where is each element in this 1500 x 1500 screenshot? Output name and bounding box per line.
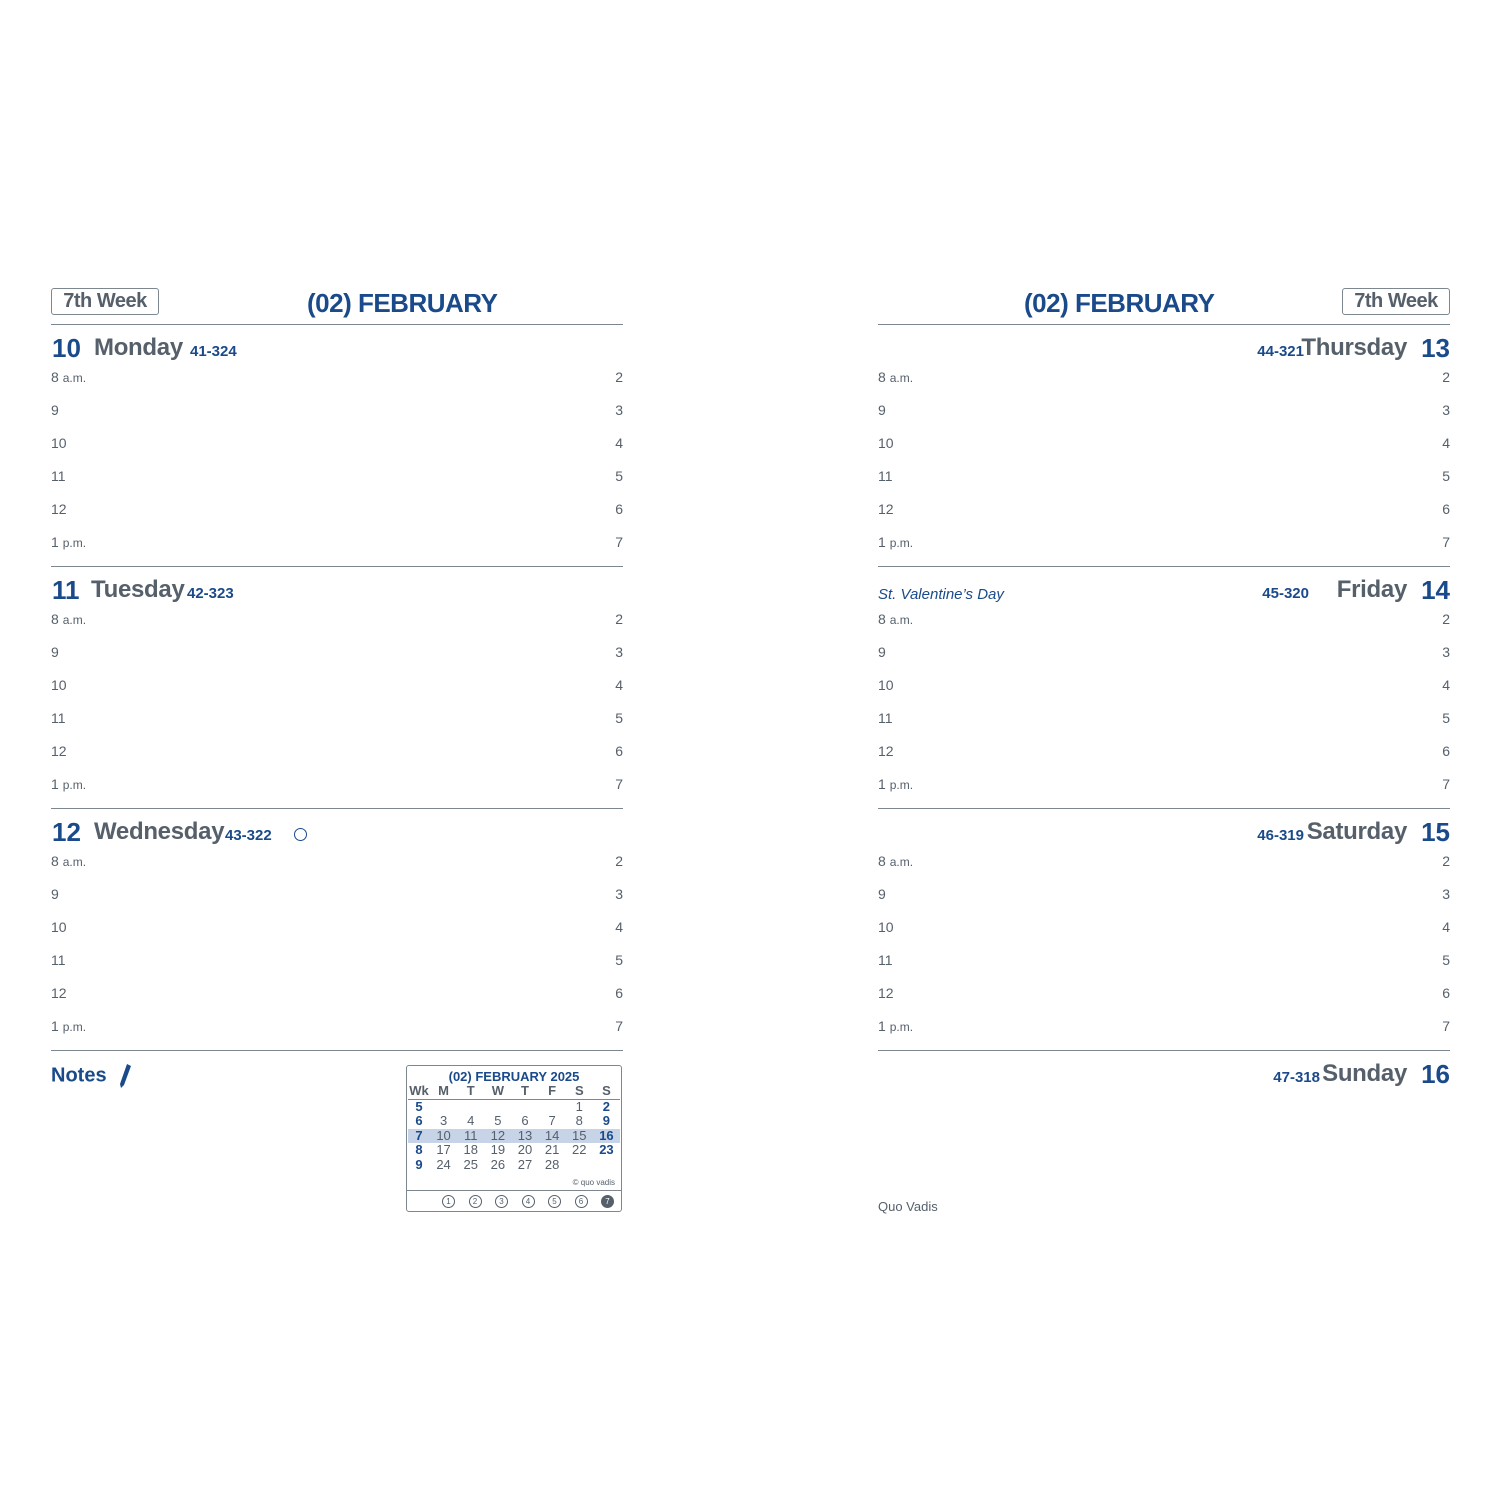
date-cell: 26 bbox=[490, 1156, 506, 1172]
mini-calendar-week-row bbox=[408, 1143, 620, 1158]
day-saturday bbox=[878, 809, 1450, 1051]
week-number: 7 bbox=[408, 1129, 430, 1144]
day-number: 16 bbox=[1421, 1059, 1450, 1089]
day-name: Saturday bbox=[1306, 818, 1407, 845]
weekday-header: T bbox=[457, 1084, 484, 1099]
time-slot-row[interactable] bbox=[51, 743, 623, 776]
date-cell: 4 bbox=[467, 1113, 475, 1129]
date-cell: 10 bbox=[430, 1129, 457, 1144]
day-monday bbox=[51, 325, 623, 567]
hour-label bbox=[878, 710, 893, 726]
right-page bbox=[878, 280, 1450, 1221]
month-title: (02) FEBRUARY bbox=[307, 288, 498, 318]
hour-label bbox=[878, 402, 886, 418]
hour-number: 11 bbox=[51, 710, 66, 726]
date-cell: 18 bbox=[463, 1142, 478, 1158]
afternoon-hour-label: 6 bbox=[1442, 501, 1450, 517]
date-cell: 22 bbox=[572, 1142, 587, 1158]
weekday-marker: 1 bbox=[442, 1195, 455, 1208]
afternoon-hour-label: 3 bbox=[615, 644, 623, 660]
afternoon-hour-label: 7 bbox=[1442, 776, 1450, 792]
afternoon-hour-label: 3 bbox=[615, 886, 623, 902]
date-cell: 9 bbox=[602, 1113, 611, 1129]
time-slot-row[interactable] bbox=[878, 677, 1450, 710]
time-slot-row[interactable] bbox=[51, 886, 623, 919]
hour-number: 8 bbox=[51, 611, 59, 627]
afternoon-hour-label: 7 bbox=[615, 1018, 623, 1034]
date-cell: 25 bbox=[463, 1156, 478, 1172]
meridiem-label: a.m. bbox=[62, 855, 87, 869]
mini-calendar-week-row bbox=[408, 1158, 620, 1173]
hour-number: 10 bbox=[878, 677, 894, 693]
meridiem-label: a.m. bbox=[889, 855, 914, 869]
afternoon-hour-label: 5 bbox=[1442, 952, 1450, 968]
date-cell: 8 bbox=[575, 1113, 583, 1129]
hour-label bbox=[51, 952, 66, 968]
hour-label bbox=[51, 644, 59, 660]
time-slot-row[interactable] bbox=[878, 776, 1450, 809]
hour-label bbox=[51, 919, 67, 935]
hour-label bbox=[878, 853, 913, 869]
mini-calendar-body bbox=[408, 1099, 620, 1172]
meridiem-label: p.m. bbox=[62, 1020, 87, 1034]
time-slot-row[interactable] bbox=[878, 1018, 1450, 1051]
day-wednesday bbox=[51, 809, 623, 1051]
time-slot-row[interactable] bbox=[878, 743, 1450, 776]
date-cell: 6 bbox=[521, 1113, 529, 1129]
time-slot-row[interactable] bbox=[878, 952, 1450, 985]
hour-label bbox=[51, 743, 67, 759]
date-cell bbox=[593, 1158, 620, 1173]
weekday-marker: 2 bbox=[469, 1195, 482, 1208]
hour-label bbox=[878, 919, 894, 935]
hour-label bbox=[51, 468, 66, 484]
weekday-header: W bbox=[484, 1084, 511, 1099]
time-slot-row[interactable] bbox=[51, 853, 623, 886]
day-name: Thursday bbox=[1301, 334, 1407, 361]
hour-label bbox=[878, 952, 893, 968]
hour-number: 10 bbox=[878, 435, 894, 451]
mini-calendar bbox=[406, 1065, 622, 1212]
weekday-header: T bbox=[511, 1084, 538, 1099]
hour-label bbox=[51, 1018, 86, 1034]
time-slot-row[interactable] bbox=[878, 644, 1450, 677]
afternoon-hour-label: 4 bbox=[615, 919, 623, 935]
time-slot-row[interactable] bbox=[878, 402, 1450, 435]
hour-label bbox=[51, 776, 86, 792]
date-cell: 19 bbox=[490, 1142, 506, 1158]
hour-number: 11 bbox=[878, 710, 893, 726]
date-cell: 3 bbox=[439, 1113, 448, 1129]
day-heading bbox=[878, 1057, 1450, 1093]
day-heading bbox=[51, 573, 623, 609]
hour-label bbox=[51, 853, 86, 869]
day-number: 11 bbox=[52, 575, 80, 605]
time-slot-row[interactable] bbox=[878, 369, 1450, 402]
hour-number: 9 bbox=[878, 402, 886, 418]
time-slot-row[interactable] bbox=[51, 468, 623, 501]
afternoon-hour-label: 6 bbox=[1442, 985, 1450, 1001]
time-slot-row[interactable] bbox=[878, 468, 1450, 501]
hour-label bbox=[51, 435, 67, 451]
day-code: 42-323 bbox=[187, 585, 234, 602]
hour-label bbox=[878, 985, 894, 1001]
day-heading bbox=[51, 815, 623, 851]
date-cell: 23 bbox=[599, 1142, 614, 1158]
afternoon-hour-label: 7 bbox=[1442, 1018, 1450, 1034]
day-number: 12 bbox=[52, 817, 81, 847]
date-cell: 5 bbox=[494, 1113, 502, 1129]
afternoon-hour-label: 6 bbox=[615, 501, 623, 517]
hour-number: 8 bbox=[878, 369, 886, 385]
afternoon-hour-label: 5 bbox=[615, 710, 623, 726]
time-slot-row[interactable] bbox=[51, 534, 623, 567]
hour-number: 8 bbox=[51, 369, 59, 385]
hour-label bbox=[878, 468, 893, 484]
afternoon-hour-label: 2 bbox=[1442, 611, 1450, 627]
mini-calendar-week-row bbox=[408, 1129, 620, 1144]
hour-label bbox=[51, 369, 86, 385]
hour-label bbox=[878, 1018, 913, 1034]
time-slot-row[interactable] bbox=[878, 501, 1450, 534]
date-cell: 21 bbox=[544, 1142, 560, 1158]
hour-number: 9 bbox=[878, 886, 886, 902]
day-code: 41-324 bbox=[190, 343, 237, 360]
meridiem-label: p.m. bbox=[62, 536, 87, 550]
afternoon-hour-label: 7 bbox=[615, 776, 623, 792]
afternoon-hour-label: 4 bbox=[1442, 677, 1450, 693]
time-slot-row[interactable] bbox=[51, 985, 623, 1018]
time-slot-row[interactable] bbox=[878, 886, 1450, 919]
hour-number: 1 bbox=[51, 1018, 59, 1034]
day-name: Wednesday bbox=[94, 818, 225, 845]
date-cell: 16 bbox=[593, 1129, 620, 1144]
left-page bbox=[51, 280, 623, 1221]
date-cell: 13 bbox=[511, 1129, 538, 1144]
meridiem-label: a.m. bbox=[62, 613, 87, 627]
time-slot-row[interactable] bbox=[51, 952, 623, 985]
hour-number: 11 bbox=[878, 952, 893, 968]
pencil-icon bbox=[118, 1063, 132, 1089]
hour-number: 11 bbox=[878, 468, 893, 484]
week-number: 5 bbox=[415, 1098, 423, 1114]
date-cell bbox=[430, 1099, 457, 1114]
meridiem-label: p.m. bbox=[889, 1020, 914, 1034]
copyright-text: © quo vadis bbox=[572, 1178, 615, 1187]
hour-label bbox=[51, 710, 66, 726]
meridiem-label: p.m. bbox=[889, 536, 914, 550]
hour-number: 8 bbox=[878, 611, 886, 627]
afternoon-hour-label: 2 bbox=[615, 853, 623, 869]
hour-number: 12 bbox=[51, 501, 67, 517]
hour-label bbox=[878, 369, 913, 385]
time-slot-row[interactable] bbox=[878, 919, 1450, 952]
hour-number: 12 bbox=[878, 501, 894, 517]
time-slot-row[interactable] bbox=[51, 402, 623, 435]
afternoon-hour-label: 4 bbox=[615, 677, 623, 693]
hour-label bbox=[878, 776, 913, 792]
mini-calendar-title: (02) FEBRUARY 2025 bbox=[448, 1069, 580, 1084]
day-name: Sunday bbox=[1322, 1060, 1407, 1087]
time-slot-row[interactable] bbox=[878, 534, 1450, 567]
afternoon-hour-label: 4 bbox=[1442, 919, 1450, 935]
weekday-marker: 5 bbox=[548, 1195, 561, 1208]
date-cell: 1 bbox=[575, 1098, 583, 1114]
day-code: 44-321 bbox=[1257, 343, 1304, 360]
day-thursday bbox=[878, 325, 1450, 567]
hour-number: 9 bbox=[51, 886, 59, 902]
hour-number: 11 bbox=[51, 952, 66, 968]
month-title: (02) FEBRUARY bbox=[1024, 288, 1215, 318]
date-cell bbox=[566, 1158, 593, 1173]
date-cell: 2 bbox=[602, 1098, 611, 1114]
hour-number: 9 bbox=[878, 644, 886, 660]
afternoon-hour-label: 6 bbox=[1442, 743, 1450, 759]
day-heading bbox=[51, 331, 623, 367]
afternoon-hour-label: 2 bbox=[615, 369, 623, 385]
left-page-header bbox=[51, 280, 623, 325]
holiday-label: St. Valentine’s Day bbox=[878, 586, 1004, 603]
hour-number: 8 bbox=[878, 853, 886, 869]
date-cell: 7 bbox=[548, 1113, 556, 1129]
day-tuesday bbox=[51, 567, 623, 809]
time-slot-row[interactable] bbox=[51, 369, 623, 402]
mini-calendar-grid bbox=[408, 1084, 620, 1172]
day-heading bbox=[878, 815, 1450, 851]
hour-label bbox=[878, 677, 894, 693]
time-slot-row[interactable] bbox=[51, 776, 623, 809]
hour-number: 12 bbox=[51, 985, 67, 1001]
date-cell bbox=[511, 1099, 538, 1114]
time-slots bbox=[878, 369, 1450, 567]
date-cell: 17 bbox=[436, 1142, 451, 1158]
time-slot-row[interactable] bbox=[51, 611, 623, 644]
hour-label bbox=[51, 677, 67, 693]
right-page-header bbox=[878, 280, 1450, 325]
weekday-header: F bbox=[539, 1084, 566, 1099]
hour-number: 1 bbox=[878, 1018, 886, 1034]
day-heading bbox=[878, 573, 1450, 609]
time-slots bbox=[51, 369, 623, 567]
afternoon-hour-label: 2 bbox=[615, 611, 623, 627]
date-cell: 27 bbox=[517, 1156, 533, 1172]
hour-label bbox=[878, 501, 894, 517]
week-badge: 7th Week bbox=[51, 288, 159, 315]
time-slots bbox=[878, 853, 1450, 1051]
hour-label bbox=[51, 886, 59, 902]
weekday-marker: 4 bbox=[522, 1195, 535, 1208]
hour-label bbox=[878, 534, 913, 550]
weekday-marker: 6 bbox=[575, 1195, 588, 1208]
hour-label bbox=[51, 402, 59, 418]
day-number: 10 bbox=[52, 333, 81, 363]
notes-label: Notes bbox=[51, 1064, 107, 1087]
day-code: 47-318 bbox=[1273, 1069, 1320, 1086]
time-slot-row[interactable] bbox=[878, 435, 1450, 468]
date-cell bbox=[484, 1099, 511, 1114]
date-cell: 15 bbox=[566, 1129, 593, 1144]
weekday-markers bbox=[407, 1190, 621, 1212]
day-name: Friday bbox=[1336, 576, 1407, 603]
afternoon-hour-label: 3 bbox=[615, 402, 623, 418]
day-number: 14 bbox=[1421, 575, 1450, 605]
time-slot-row[interactable] bbox=[878, 985, 1450, 1018]
weekday-marker: 7 bbox=[601, 1195, 614, 1208]
date-cell: 28 bbox=[544, 1156, 560, 1172]
date-cell: 24 bbox=[436, 1156, 451, 1172]
afternoon-hour-label: 7 bbox=[615, 534, 623, 550]
hour-label bbox=[51, 501, 67, 517]
afternoon-hour-label: 5 bbox=[1442, 710, 1450, 726]
afternoon-hour-label: 6 bbox=[615, 985, 623, 1001]
afternoon-hour-label: 6 bbox=[615, 743, 623, 759]
afternoon-hour-label: 2 bbox=[1442, 853, 1450, 869]
afternoon-hour-label: 5 bbox=[1442, 468, 1450, 484]
day-friday bbox=[878, 567, 1450, 809]
date-cell bbox=[539, 1099, 566, 1114]
hour-number: 10 bbox=[51, 677, 67, 693]
notes-section bbox=[51, 1051, 623, 1221]
date-cell: 20 bbox=[517, 1142, 533, 1158]
day-number: 15 bbox=[1421, 817, 1450, 847]
time-slots bbox=[51, 611, 623, 809]
week-number: 9 bbox=[415, 1156, 423, 1172]
day-number: 13 bbox=[1421, 333, 1450, 363]
time-slots bbox=[878, 611, 1450, 809]
hour-label bbox=[51, 611, 86, 627]
weekday-marker: 3 bbox=[495, 1195, 508, 1208]
time-slot-row[interactable] bbox=[51, 1018, 623, 1051]
hour-label bbox=[51, 534, 86, 550]
hour-number: 10 bbox=[51, 435, 67, 451]
new-moon-icon bbox=[294, 828, 307, 841]
meridiem-label: p.m. bbox=[889, 778, 914, 792]
hour-number: 11 bbox=[51, 468, 66, 484]
day-code: 46-319 bbox=[1257, 827, 1304, 844]
time-slot-row[interactable] bbox=[51, 435, 623, 468]
hour-label bbox=[878, 743, 894, 759]
time-slot-row[interactable] bbox=[51, 919, 623, 952]
hour-number: 12 bbox=[878, 743, 894, 759]
meridiem-label: a.m. bbox=[62, 371, 87, 385]
weekday-header: M bbox=[430, 1084, 457, 1099]
hour-label bbox=[878, 611, 913, 627]
hour-number: 1 bbox=[51, 776, 59, 792]
meridiem-label: a.m. bbox=[889, 371, 914, 385]
weekday-header: S bbox=[566, 1084, 593, 1099]
brand-label: Quo Vadis bbox=[878, 1199, 938, 1214]
time-slot-row[interactable] bbox=[878, 853, 1450, 886]
hour-number: 1 bbox=[878, 776, 886, 792]
time-slots bbox=[51, 853, 623, 1051]
weekday-header: Wk bbox=[409, 1083, 429, 1099]
date-cell: 12 bbox=[484, 1129, 511, 1144]
time-slot-row[interactable] bbox=[878, 710, 1450, 743]
date-cell: 14 bbox=[539, 1129, 566, 1144]
afternoon-hour-label: 5 bbox=[615, 952, 623, 968]
meridiem-label: a.m. bbox=[889, 613, 914, 627]
day-sunday bbox=[878, 1051, 1450, 1221]
time-slot-row[interactable] bbox=[51, 644, 623, 677]
hour-number: 10 bbox=[878, 919, 894, 935]
hour-label bbox=[51, 985, 67, 1001]
day-name: Tuesday bbox=[91, 576, 185, 603]
day-code: 45-320 bbox=[1262, 585, 1309, 602]
hour-number: 12 bbox=[878, 985, 894, 1001]
hour-number: 1 bbox=[51, 534, 59, 550]
hour-number: 10 bbox=[51, 919, 67, 935]
date-cell: 11 bbox=[457, 1129, 484, 1144]
afternoon-hour-label: 5 bbox=[615, 468, 623, 484]
hour-number: 12 bbox=[51, 743, 67, 759]
hour-number: 8 bbox=[51, 853, 59, 869]
week-badge: 7th Week bbox=[1342, 288, 1450, 315]
mini-calendar-header-row bbox=[408, 1084, 620, 1099]
time-slot-row[interactable] bbox=[51, 501, 623, 534]
hour-number: 9 bbox=[51, 402, 59, 418]
week-number: 6 bbox=[415, 1113, 423, 1129]
afternoon-hour-label: 7 bbox=[1442, 534, 1450, 550]
day-name: Monday bbox=[94, 334, 183, 361]
weekday-header: S bbox=[593, 1084, 620, 1099]
date-cell bbox=[457, 1099, 484, 1114]
hour-label bbox=[878, 435, 894, 451]
afternoon-hour-label: 3 bbox=[1442, 886, 1450, 902]
hour-number: 9 bbox=[51, 644, 59, 660]
afternoon-hour-label: 2 bbox=[1442, 369, 1450, 385]
afternoon-hour-label: 3 bbox=[1442, 644, 1450, 660]
day-heading bbox=[878, 331, 1450, 367]
time-slot-row[interactable] bbox=[51, 677, 623, 710]
mini-calendar-week-row bbox=[408, 1114, 620, 1129]
hour-label bbox=[878, 644, 886, 660]
hour-label bbox=[878, 886, 886, 902]
afternoon-hour-label: 3 bbox=[1442, 402, 1450, 418]
afternoon-hour-label: 4 bbox=[615, 435, 623, 451]
mini-calendar-week-row bbox=[408, 1099, 620, 1114]
notes-heading bbox=[51, 1063, 132, 1089]
time-slot-row[interactable] bbox=[878, 611, 1450, 644]
day-code: 43-322 bbox=[225, 827, 272, 844]
hour-number: 1 bbox=[878, 534, 886, 550]
time-slot-row[interactable] bbox=[51, 710, 623, 743]
meridiem-label: p.m. bbox=[62, 778, 87, 792]
afternoon-hour-label: 4 bbox=[1442, 435, 1450, 451]
week-number: 8 bbox=[415, 1142, 423, 1158]
